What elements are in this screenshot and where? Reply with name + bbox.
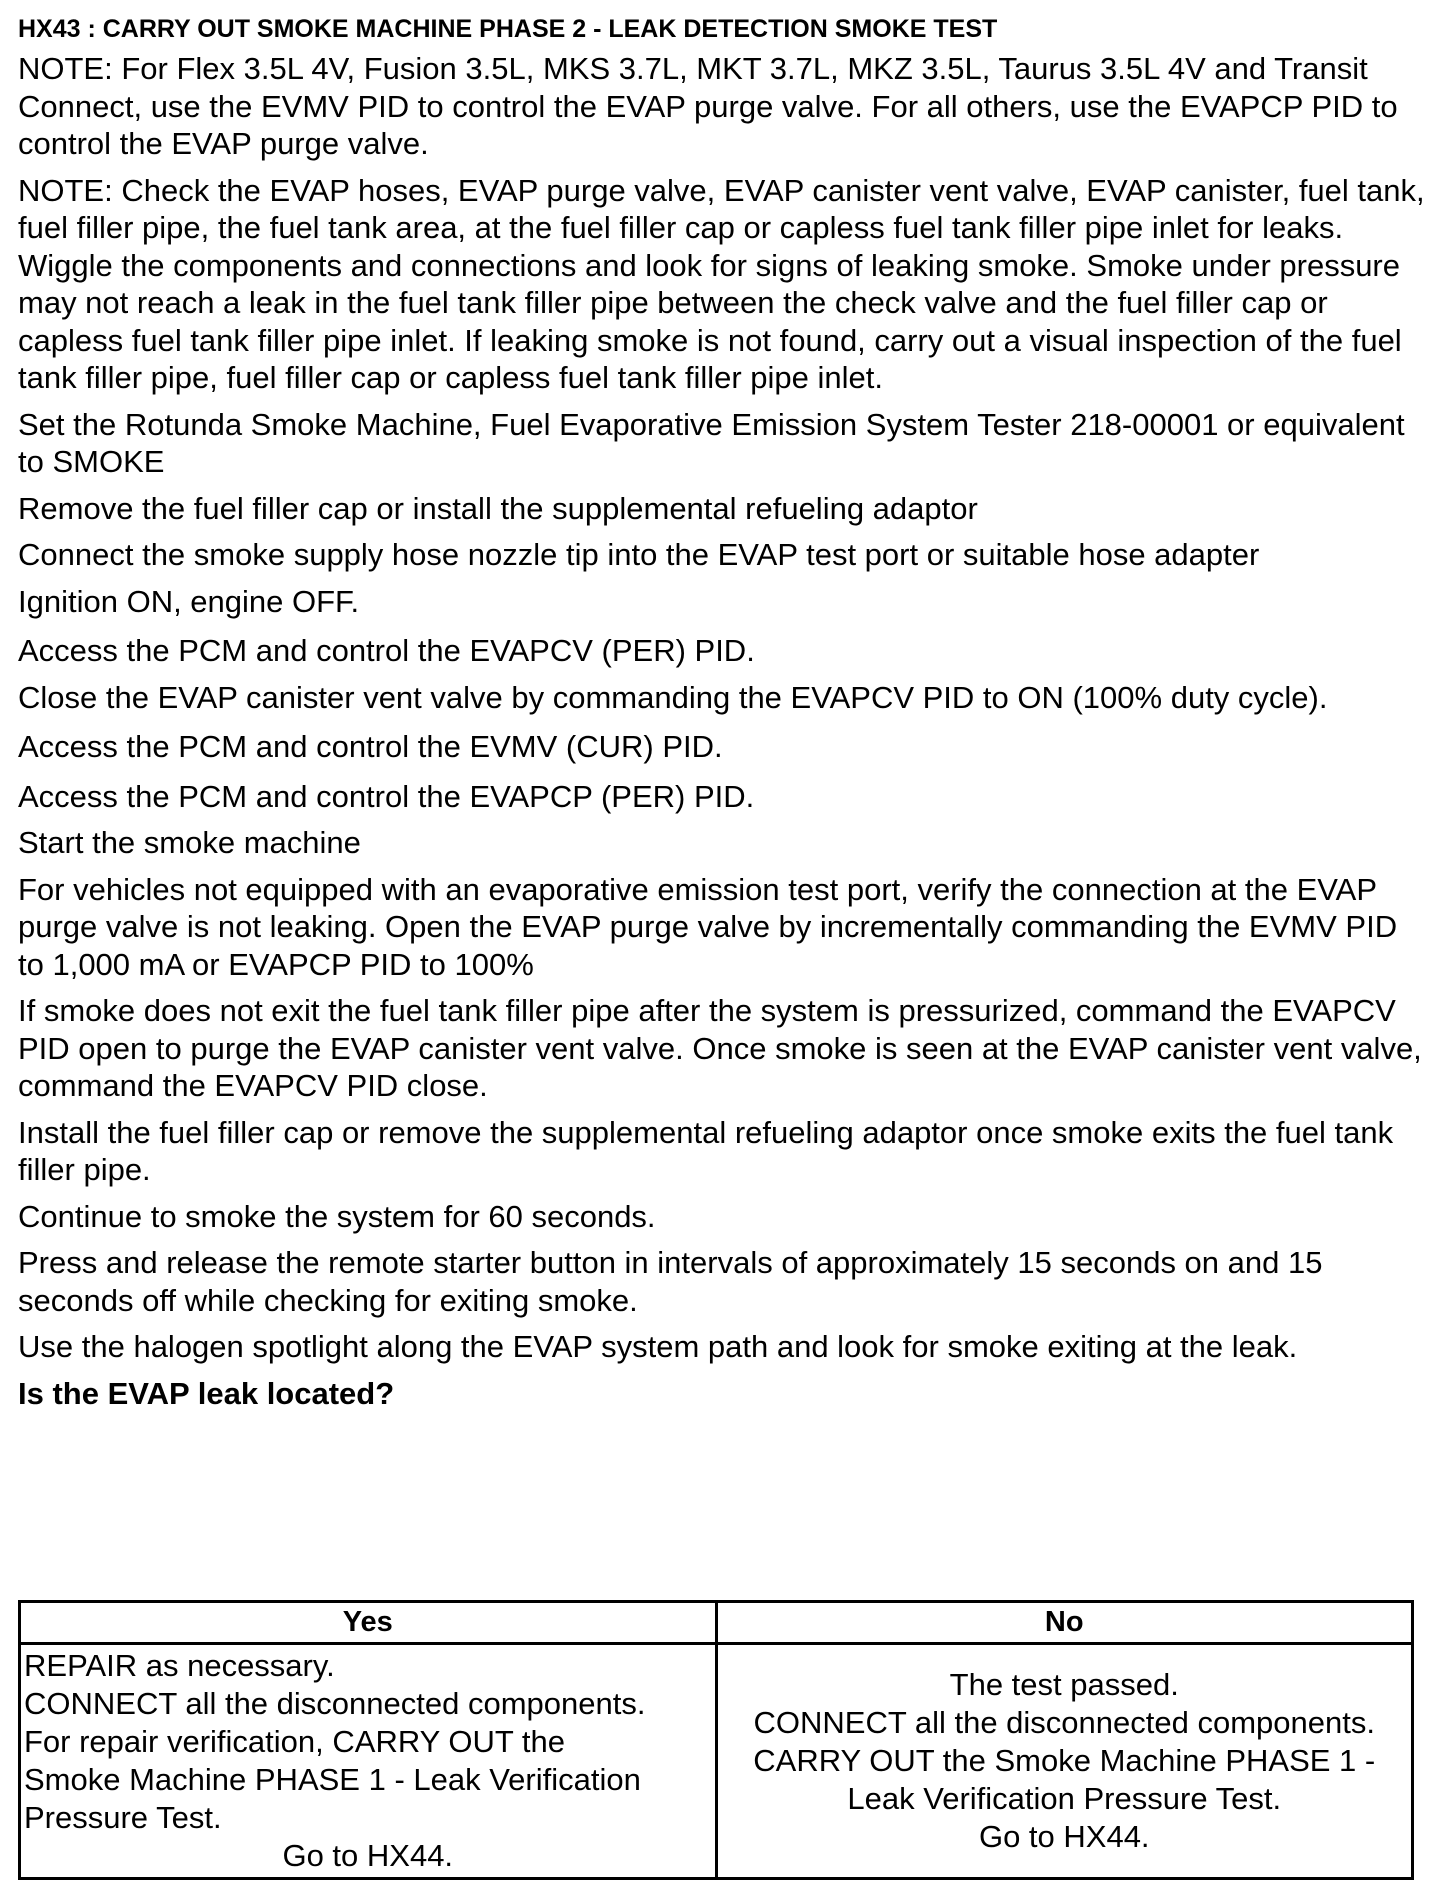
result-table-header-row bbox=[20, 1602, 1413, 1644]
step-purge-vent-valve: If smoke does not exit the fuel tank filler pipe after the system is pressurized, command the EVAPCV PID open to purge the EVAP canister vent valve. Once smoke is seen at the EVAP canister vent valve, command the EVAPCV PID close. bbox=[18, 993, 1422, 1103]
no-line-pressure-test: Leak Verification Pressure Test. bbox=[847, 1781, 1282, 1816]
yes-line-pressure-test: Pressure Test. bbox=[24, 1800, 222, 1835]
step-remote-starter: Press and release the remote starter button in intervals of approximately 15 seconds on and 15 seconds off while checking for exiting smoke. bbox=[18, 1245, 1323, 1318]
yes-line-repair-verification: For repair verification, CARRY OUT the bbox=[24, 1724, 565, 1759]
procedure-page bbox=[18, 10, 1428, 1412]
yes-goto-link[interactable]: Go to HX44. bbox=[282, 1838, 454, 1873]
step-set-smoke-machine: Set the Rotunda Smoke Machine, Fuel Evaporative Emission System Tester 218-00001 or equivalent to SMOKE bbox=[18, 406, 1405, 479]
note-check-evap-components: NOTE: Check the EVAP hoses, EVAP purge valve, EVAP canister vent valve, EVAP canister, fuel tank, fuel filler pipe, the fuel tank area, at the fuel filler cap or capless fuel tank filler pipe inlet for leaks. Wiggle the components and connections and look for signs of leaking smoke. Smoke under pressure may not reach a leak in the fuel tank filler pipe between the check valve and the fuel filler cap or capless fuel tank filler pipe inlet. If leaking smoke is not found, carry out a visual inspection of the fuel tank filler pipe, fuel filler cap or capless fuel tank filler pipe inlet. bbox=[18, 172, 1425, 395]
yes-column-header: Yes bbox=[20, 1602, 717, 1644]
no-line-connect: CONNECT all the disconnected components. bbox=[753, 1705, 1375, 1740]
step-remove-filler-cap: Remove the fuel filler cap or install the supplemental refueling adaptor bbox=[18, 490, 978, 526]
yes-action-cell bbox=[20, 1644, 717, 1879]
step-access-evapcv: Access the PCM and control the EVAPCV (PER) PID. bbox=[18, 633, 755, 668]
step-close-vent-valve: Close the EVAP canister vent valve by commanding the EVAPCV PID to ON (100% duty cycle). bbox=[18, 679, 1328, 715]
step-install-filler-cap: Install the fuel filler cap or remove the supplemental refueling adaptor once smoke exits the fuel tank filler pipe. bbox=[18, 1114, 1394, 1187]
note-evmv-evapcp: NOTE: For Flex 3.5L 4V, Fusion 3.5L, MKS 3.7L, MKT 3.7L, MKZ 3.5L, Taurus 3.5L 4V and Transit Connect, use the EVMV PID to control the EVAP purge valve. For all others, use the EVAPCP PID to control the EVAP purge valve. bbox=[18, 51, 1398, 161]
step-ignition-on: Ignition ON, engine OFF. bbox=[18, 583, 360, 619]
decision-question: Is the EVAP leak located? bbox=[18, 1375, 395, 1411]
result-table bbox=[18, 1600, 1414, 1880]
step-start-smoke-machine: Start the smoke machine bbox=[18, 825, 361, 860]
step-access-evapcp: Access the PCM and control the EVAPCP (PER) PID. bbox=[18, 778, 755, 814]
no-line-test-passed: The test passed. bbox=[949, 1667, 1179, 1702]
no-column-header: No bbox=[716, 1602, 1413, 1644]
no-line-carry-out: CARRY OUT the Smoke Machine PHASE 1 - bbox=[753, 1743, 1376, 1778]
yes-line-phase1: Smoke Machine PHASE 1 - Leak Verification bbox=[24, 1762, 641, 1797]
step-continue-smoke: Continue to smoke the system for 60 seconds. bbox=[18, 1198, 656, 1234]
no-goto-link[interactable]: Go to HX44. bbox=[978, 1819, 1150, 1854]
yes-line-repair: REPAIR as necessary. bbox=[24, 1648, 335, 1683]
step-verify-purge-connection: For vehicles not equipped with an evaporative emission test port, verify the connection at the EVAP purge valve is not leaking. Open the EVAP purge valve by incrementally commanding the EVMV PID to 1,000 mA or EVAPCP PID to 100% bbox=[18, 871, 1398, 982]
result-table-row bbox=[20, 1644, 1413, 1879]
yes-line-connect: CONNECT all the disconnected components. bbox=[24, 1686, 646, 1721]
step-connect-smoke-hose: Connect the smoke supply hose nozzle tip into the EVAP test port or suitable hose adapter bbox=[18, 537, 1260, 572]
no-action-cell bbox=[716, 1644, 1413, 1879]
step-access-evmv: Access the PCM and control the EVMV (CUR) PID. bbox=[18, 729, 723, 764]
step-halogen-spotlight: Use the halogen spotlight along the EVAP system path and look for smoke exiting at the leak. bbox=[18, 1329, 1298, 1364]
step-title: HX43 : CARRY OUT SMOKE MACHINE PHASE 2 - LEAK DETECTION SMOKE TEST bbox=[18, 15, 998, 43]
